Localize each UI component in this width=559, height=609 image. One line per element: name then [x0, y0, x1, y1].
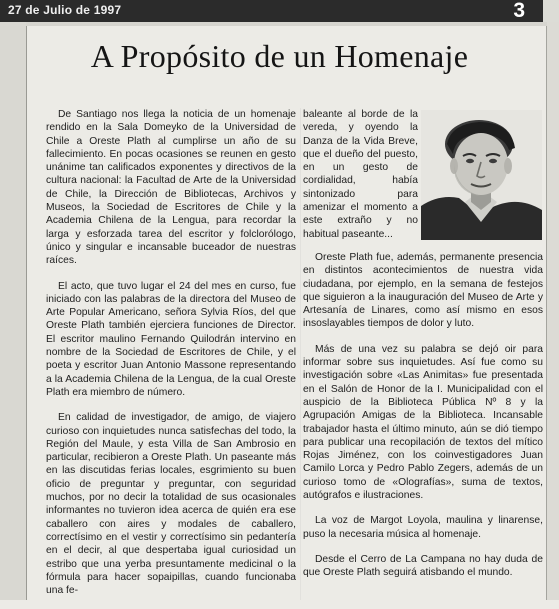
page-number: 3: [513, 0, 525, 22]
article-paragraph: Desde el Cerro de La Campana no hay duda de que Oreste Plath seguirá atisbando el mundo.: [303, 553, 543, 579]
article-title: A Propósito de un Homenaje: [90, 38, 469, 74]
page-margin-right: [546, 22, 559, 600]
portrait-photo-icon: [421, 110, 542, 240]
article-paragraph: De Santiago nos llega la noticia de un homenaje rendido en la Sala Domeyko de la Universidad de Chile a Oreste Plath al cumplirse un año de su fallecimiento. En pocas ocasiones se reunen en gesto unánime tan calificados exponentes y directivos de la cultura nacional: la Facultad de Arte de la Universidad de Chile, la Dirección de Bibliotecas, Archivos y Museos, la Sociedad de Escritores de Chile y la Academia Chilena de la Lengua, para recordar la larga y esforzada tarea del escritor y folclorólogo, único y singular e incansable buceador de nuestras raíces.: [46, 109, 296, 267]
header-bar: [0, 0, 559, 22]
header-corner: [543, 0, 559, 22]
article-paragraph: baleante al borde de la vereda, y oyendo la Danza de la Vida Breve, que el dueño del puesto, en un gesto de cordialidad, había sintonizado para amenizar el momento a este extraño y no habitual paseante...: [303, 109, 418, 240]
column-divider: [300, 108, 301, 600]
article-paragraph: En calidad de investigador, de amigo, de viajero curioso con inquietudes nunca satisfechas del todo, la Región del Maule, y esta Villa de San Ambrosio en particular, recibieron a Oreste Plath. Un paseante más en las discutidas ferias locales, esgrimiento su buen oficio de preguntar y preguntar, con seguridad muchos, por no decir la totalidad de sus ocasionales informantes no tuvieron idea acerca de quién era ese caballero con aires y modales de caballero, correctísimo en el vestir y correctísimo sin pedantería en el decir, al que despertaba igual curiosidad un estribo que una yerba presuntamente medicinal o la fórmula para hacer sopaipillas, cuando funcionaba una fe-: [46, 412, 296, 597]
article-paragraph: Oreste Plath fue, además, permanente presencia en distintos acontecimientos de nuestra vida ciudadana, por ejemplo, en la semana de festejos que siguieron a la inauguración del Museo de Arte y Artesanía de Linares, como así mismo en esos insoslayables tiempos de dolor y luto.: [303, 251, 543, 330]
page-margin-left: [0, 22, 27, 600]
article-column-left: [46, 108, 296, 609]
page-margin-top: [26, 22, 547, 26]
issue-date: 27 de Julio de 1997: [8, 3, 122, 17]
portrait-photo: [421, 110, 542, 240]
article-paragraph: La voz de Margot Loyola, maulina y linarense, puso la necesaria música al homenaje.: [303, 515, 543, 540]
article-paragraph: El acto, que tuvo lugar el 24 del mes en curso, fue iniciado con las palabras de la directora del Museo de Arte Popular Americano, señora Sylvia Ríos, del que Oreste Plath también ejerciera funciones de Director. El escritor maulino Fernando Quilodrán intervino en nombre de la Sociedad de Escritores de Chile, y el poeta y escritor Juan Antonio Massone representando a la Academia Chilena de la Lengua, de la cual Oreste Plath era miembro de número.: [46, 280, 296, 398]
article-paragraph: Más de una vez su palabra se dejó oir para informar sobre sus inquietudes. Así fue como su investigación sobre «Las Animitas» fue presentada en el Salón de Honor de la I. Municipalidad con el auspicio de la Biblioteca Pública Nº 8 y la Agrupación Amigas de la Biblioteca. Incansable trabajador hasta el último minuto, aún se dió tiempo para publicar una recopilación de textos del mítico Rojas Jiménez, con los coinvestigadores Juan Camilo Lorca y Pedro Pablo Zegers, además de un curioso tomo de «Olografías», suma de textos, autógrafos e ilustraciones.: [303, 343, 543, 502]
